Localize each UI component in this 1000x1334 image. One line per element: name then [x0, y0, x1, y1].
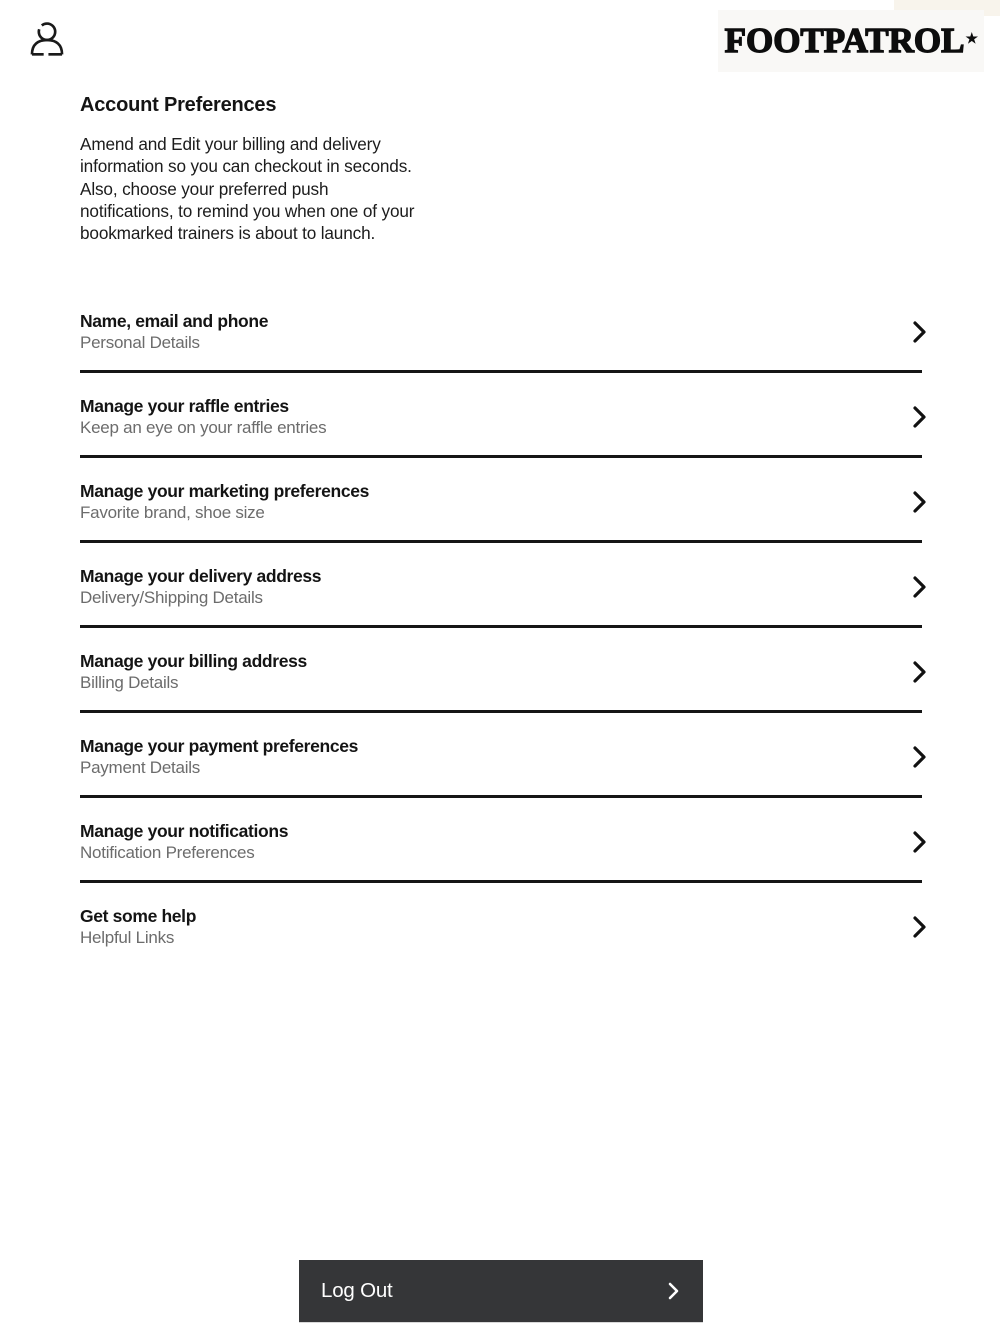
menu-item-delivery-address[interactable] [80, 543, 922, 628]
menu-item-notifications[interactable] [80, 798, 922, 883]
menu-item-personal-details[interactable] [80, 288, 922, 373]
log-out-button[interactable] [299, 1260, 703, 1322]
chevron-right-icon [913, 321, 926, 343]
chevron-right-icon [913, 916, 926, 938]
chevron-right-icon [913, 831, 926, 853]
footpatrol-logo-text: FOOTPATROL★ [724, 21, 978, 60]
brand-logo [718, 10, 984, 72]
preferences-menu [80, 288, 922, 965]
page-description: Amend and Edit your billing and delivery information so you can checkout in seconds. Also, choose your preferred push notifications, to remind you when one of your bookmarked trainers is about to launch. [80, 134, 415, 244]
chevron-right-icon [913, 746, 926, 768]
menu-item-subtitle: Helpful Links [80, 928, 175, 947]
page-title: Account Preferences [80, 94, 277, 116]
menu-item-payment-preferences[interactable] [80, 713, 922, 798]
menu-item-title: Get some help [80, 906, 197, 926]
menu-item-title: Manage your notifications [80, 821, 289, 841]
chevron-right-icon [668, 1282, 679, 1300]
menu-item-billing-address[interactable] [80, 628, 922, 713]
menu-item-title: Manage your marketing preferences [80, 481, 369, 501]
menu-item-title: Manage your raffle entries [80, 396, 289, 416]
account-button[interactable] [25, 18, 69, 66]
chevron-right-icon [913, 491, 926, 513]
user-outline-icon [27, 19, 67, 66]
menu-item-title: Manage your billing address [80, 651, 307, 671]
chevron-right-icon [913, 406, 926, 428]
menu-item-title: Manage your payment preferences [80, 736, 359, 756]
menu-item-subtitle: Payment Details [80, 758, 201, 777]
star-icon: ★ [965, 32, 978, 47]
menu-item-title: Name, email and phone [80, 311, 269, 331]
menu-item-subtitle: Keep an eye on your raffle entries [80, 418, 327, 437]
menu-item-raffle-entries[interactable] [80, 373, 922, 458]
menu-item-title: Manage your delivery address [80, 566, 322, 586]
menu-item-subtitle: Notification Preferences [80, 843, 255, 862]
menu-item-subtitle: Personal Details [80, 333, 200, 352]
menu-item-help[interactable] [80, 883, 922, 965]
chevron-right-icon [913, 661, 926, 683]
chevron-right-icon [913, 576, 926, 598]
menu-item-subtitle: Favorite brand, shoe size [80, 503, 265, 522]
menu-item-subtitle: Billing Details [80, 673, 179, 692]
menu-item-subtitle: Delivery/Shipping Details [80, 588, 263, 607]
log-out-label: Log Out [321, 1279, 393, 1302]
menu-item-marketing-preferences[interactable] [80, 458, 922, 543]
